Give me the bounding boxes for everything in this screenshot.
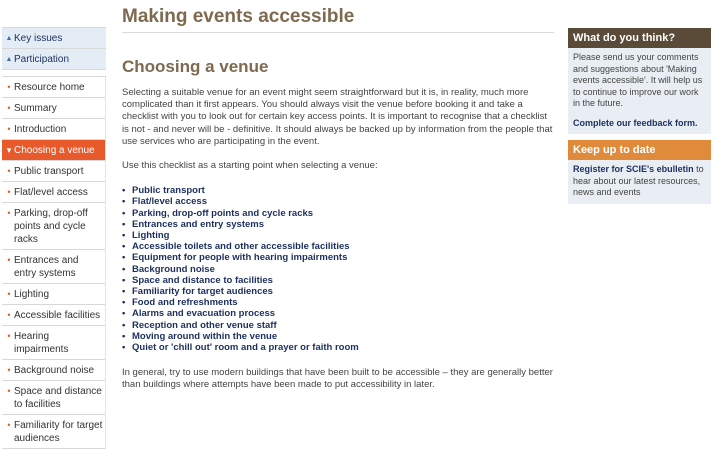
checklist-item: • Public transport xyxy=(122,185,205,197)
sidebar-item-familiarity[interactable] xyxy=(2,415,105,449)
bullet-icon: • xyxy=(7,386,11,396)
sidebar-item-lighting[interactable] xyxy=(2,284,105,305)
sidebar-item-label: Background noise xyxy=(14,365,95,376)
sidebar-item-resource-home[interactable] xyxy=(2,77,105,98)
nav-list xyxy=(2,77,106,449)
triangle-down-icon: ▾ xyxy=(6,145,12,155)
closing-paragraph: In general, try to use modern buildings that have been built to be accessible – they are generally better than buildings where attempts have been made to put accessibility in later. xyxy=(122,367,553,391)
sidebar-item-label: Resource home xyxy=(14,82,85,93)
right-sidebar xyxy=(568,28,711,204)
checklist-item: • Moving around within the venue xyxy=(122,330,278,342)
bullet-icon: • xyxy=(7,166,11,176)
sidebar-item-accessible-facilities[interactable] xyxy=(2,305,105,326)
bullet-icon: • xyxy=(122,218,126,230)
bullet-icon: • xyxy=(122,185,126,197)
feedback-link-suffix: . xyxy=(695,117,698,128)
updates-text-line xyxy=(573,164,706,199)
sidebar-item-label: Entrances and entry systems xyxy=(14,255,79,279)
feedback-text: Please send us your comments and suggestions about 'Making events accessible'. It will help us to continue to improve our work in the future. xyxy=(573,52,703,108)
bullet-icon: • xyxy=(122,196,126,208)
checklist-intro: Use this checklist as a starting point when selecting a venue: xyxy=(122,160,378,172)
feedback-box xyxy=(568,28,711,134)
bullet-icon: • xyxy=(7,310,11,320)
feedback-box-body xyxy=(568,48,711,134)
sidebar-item-background-noise[interactable] xyxy=(2,360,105,381)
updates-box-body xyxy=(568,160,711,204)
main-content xyxy=(122,0,554,392)
updates-box xyxy=(568,140,711,204)
bullet-icon: • xyxy=(122,297,126,309)
sidebar-item-label: Introduction xyxy=(14,124,67,135)
feedback-form-link[interactable]: Complete our feedback form xyxy=(573,117,696,128)
sidebar-item-label: Participation xyxy=(14,54,70,65)
sidebar-item-label: Summary xyxy=(14,103,57,114)
checklist-item: • Familiarity for target audiences xyxy=(122,286,273,298)
sidebar-item-label: Accessible facilities xyxy=(14,310,101,321)
checklist-item: • Equipment for people with hearing impairments xyxy=(122,252,348,264)
sidebar-item-parking[interactable] xyxy=(2,203,105,250)
bullet-icon: • xyxy=(122,263,126,275)
sidebar-item-key-issues[interactable] xyxy=(2,28,106,49)
bullet-icon: • xyxy=(7,82,11,92)
bullet-icon: • xyxy=(7,365,11,375)
bullet-icon: • xyxy=(7,255,11,265)
sidebar-item-participation[interactable] xyxy=(2,49,106,70)
bullet-icon: • xyxy=(7,124,11,134)
bullet-icon: • xyxy=(122,241,126,253)
bullet-icon: • xyxy=(122,230,126,242)
sidebar-item-label: Key issues xyxy=(14,33,63,44)
sidebar-item-label: Parking, drop-off points and cycle racks xyxy=(14,208,88,245)
bullet-icon: • xyxy=(7,331,11,341)
bullet-icon: • xyxy=(7,420,11,430)
checklist-item: • Quiet or 'chill out' room and a prayer or faith room xyxy=(122,342,359,354)
sidebar-item-hearing-impairments[interactable] xyxy=(2,326,105,360)
triangle-up-icon: ▲ xyxy=(5,56,13,63)
left-navigation xyxy=(2,27,106,449)
sidebar-item-label: Space and distance to facilities xyxy=(14,386,102,410)
ebulletin-link[interactable]: Register for SCIE's ebulletin xyxy=(573,164,694,174)
nav-group-top xyxy=(2,27,106,70)
checklist-item: • Parking, drop-off points and cycle racks xyxy=(122,207,314,219)
triangle-up-icon: ▲ xyxy=(5,35,13,42)
sidebar-item-label: Familiarity for target audiences xyxy=(14,420,103,444)
checklist-item: • Flat/level access xyxy=(122,196,207,208)
bullet-icon: • xyxy=(7,103,11,113)
bullet-icon: • xyxy=(122,342,126,354)
bullet-icon: • xyxy=(7,208,11,218)
bullet-icon: • xyxy=(122,286,126,298)
sidebar-item-label: Lighting xyxy=(14,289,50,300)
bullet-icon: • xyxy=(122,308,126,320)
checklist-item: • Food and refreshments xyxy=(122,297,238,309)
checklist-item: • Space and distance to facilities xyxy=(122,274,273,286)
bullet-icon: • xyxy=(122,330,126,342)
section-heading: Choosing a venue xyxy=(122,57,269,76)
sidebar-item-introduction[interactable] xyxy=(2,119,105,140)
venue-checklist xyxy=(122,185,554,353)
sidebar-item-space-and-distance[interactable] xyxy=(2,381,105,415)
bullet-icon: • xyxy=(122,274,126,286)
checklist-item: • Entrances and entry systems xyxy=(122,218,265,230)
sidebar-item-summary[interactable] xyxy=(2,98,105,119)
page-title: Making events accessible xyxy=(122,0,554,33)
sidebar-item-label: Public transport xyxy=(14,166,84,177)
bullet-icon: • xyxy=(122,319,126,331)
checklist-item: • Alarms and evacuation process xyxy=(122,308,276,320)
sidebar-item-choosing-a-venue[interactable] xyxy=(2,140,105,161)
sidebar-item-label: Flat/level access xyxy=(14,187,88,198)
checklist-item: • Reception and other venue staff xyxy=(122,319,277,331)
bullet-icon: • xyxy=(7,289,11,299)
sidebar-item-entrances[interactable] xyxy=(2,250,105,284)
updates-box-title: Keep up to date xyxy=(568,140,711,160)
bullet-icon: • xyxy=(122,252,126,264)
updates-text: to hear about our latest resources, news and events xyxy=(573,164,704,197)
sidebar-item-label: Choosing a venue xyxy=(14,145,95,156)
bullet-icon: • xyxy=(7,187,11,197)
feedback-link-line xyxy=(573,118,706,130)
sidebar-item-public-transport[interactable] xyxy=(2,161,105,182)
checklist-item: • Background noise xyxy=(122,263,215,275)
intro-paragraph: Selecting a suitable venue for an event might seem straightforward but it is, in reality, much more complicated than it first appears. You should always visit the venue before booking it and take a checklist with you to look out for certain key access points. It is important to recognise that a checklist is not - and never will be - definitive. It should always be backed up by information from the people that use services who are participating in the event. xyxy=(122,87,553,147)
checklist-item: • Accessible toilets and other accessible facilities xyxy=(122,241,350,253)
feedback-box-title: What do you think? xyxy=(568,28,711,48)
sidebar-item-label: Hearing impairments xyxy=(14,331,69,355)
bullet-icon: • xyxy=(122,207,126,219)
checklist-item: • Lighting xyxy=(122,230,170,242)
nav-divider xyxy=(2,70,106,77)
sidebar-item-flat-level-access[interactable] xyxy=(2,182,105,203)
